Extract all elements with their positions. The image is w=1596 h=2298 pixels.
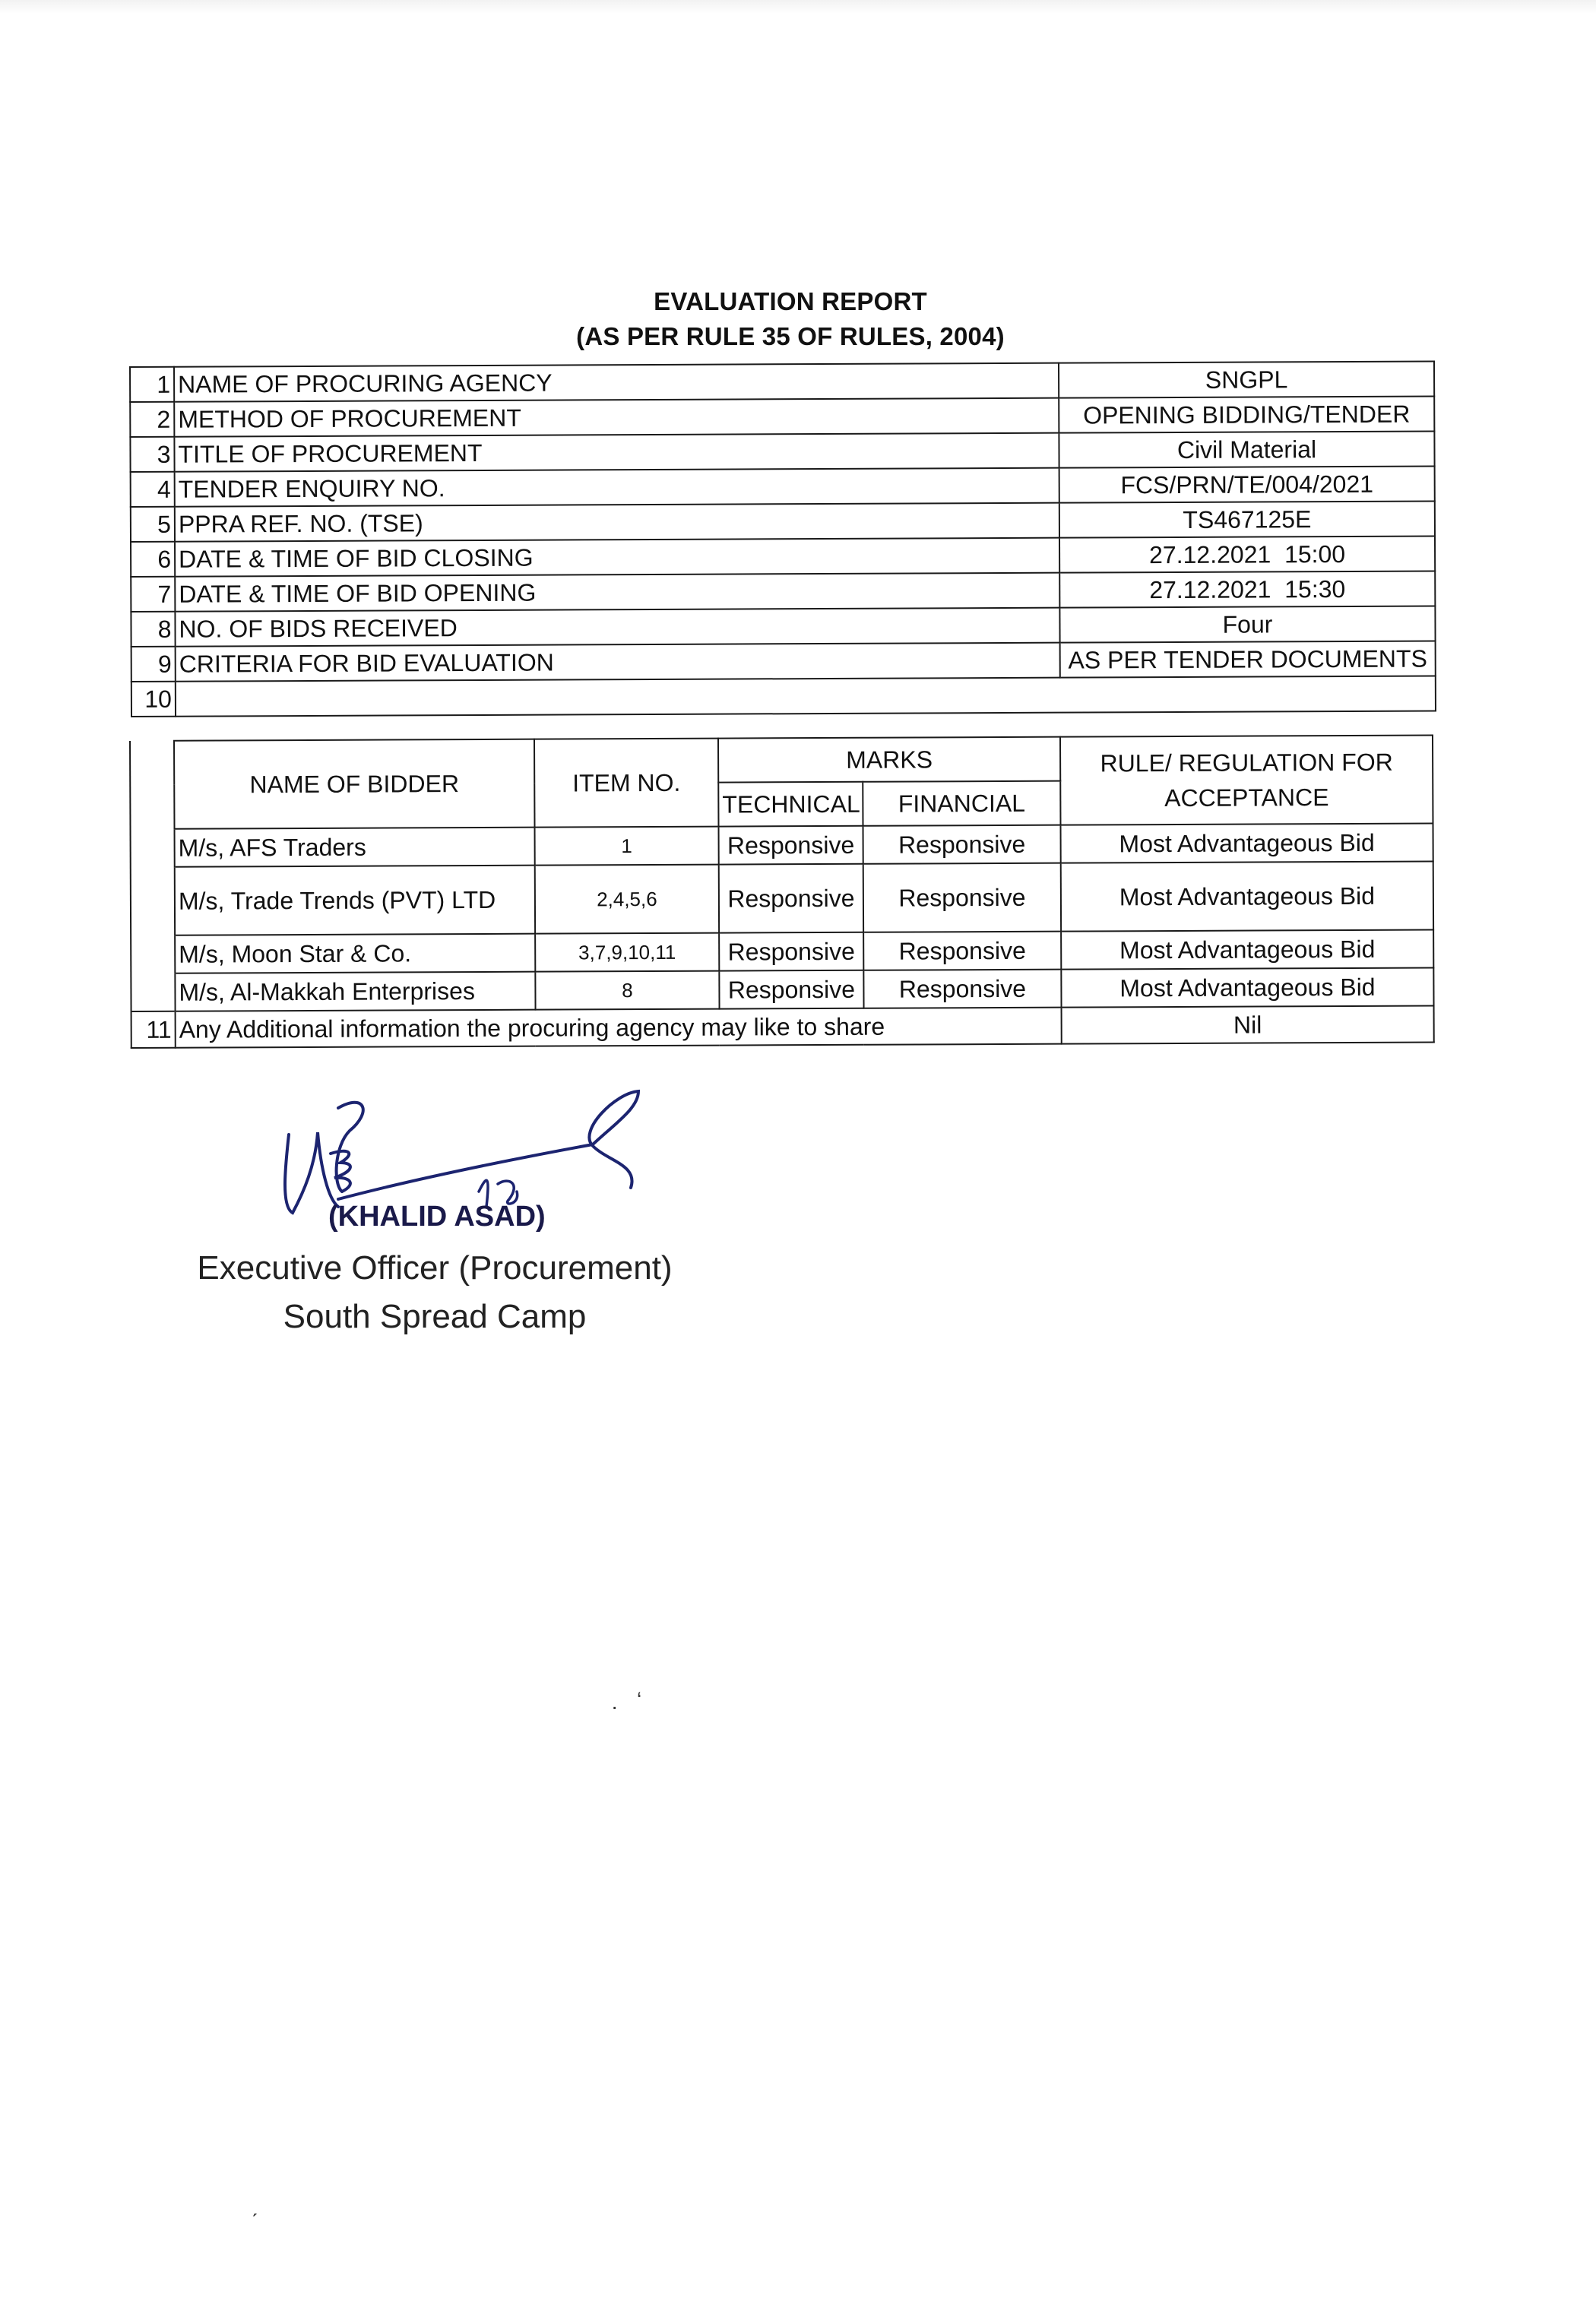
bidder-name: M/s, AFS Traders [175,828,535,867]
header-technical: TECHNICAL [718,782,863,827]
signatory-unit: South Spread Camp [283,1298,587,1335]
bidder-rule: Most Advantageous Bid [1061,930,1433,970]
row-label: TENDER ENQUIRY NO. [175,468,1059,507]
row-number: 7 [131,577,175,612]
row-label: NO. OF BIDS RECEIVED [175,608,1059,647]
scan-speck: ʻ [637,1689,642,1712]
bidder-financial: Responsive [863,970,1061,1008]
row-number: 9 [131,647,176,682]
header-bidder-name: NAME OF BIDDER [174,739,535,829]
row-label: METHOD OF PROCUREMENT [174,398,1059,437]
row-value: Four [1059,606,1435,643]
row-number: 1 [130,367,174,402]
header-financial: FINANCIAL [863,781,1060,826]
bidder-header-row [130,736,1433,785]
row-10-spacer [176,676,1436,717]
info-row [130,432,1434,472]
bidder-row [131,968,1433,1011]
row-number: 6 [131,542,175,577]
signature-stroke [589,1091,638,1188]
bidder-name: M/s, Trade Trends (PVT) LTD [175,866,535,935]
info-row [130,397,1434,437]
row-label: Any Additional information the procuring agency may like to share [176,1008,1062,1048]
scan-speck: · [611,1695,619,1718]
info-row [131,502,1435,542]
info-row [131,641,1436,682]
row-label: TITLE OF PROCUREMENT [174,433,1059,472]
row-value: Civil Material [1059,432,1434,468]
info-row [130,362,1434,402]
bidder-technical: Responsive [719,826,863,865]
row-10-number-cell [131,829,175,867]
bidder-row [131,824,1433,867]
header-rule-line2: ACCEPTANCE [1164,783,1329,812]
row-number: 4 [131,472,175,507]
row-number: 2 [130,402,174,437]
row-label: PPRA REF. NO. (TSE) [175,503,1059,542]
row-value: AS PER TENDER DOCUMENTS [1060,641,1436,678]
bidder-rule: Most Advantageous Bid [1061,824,1433,863]
row-label: NAME OF PROCURING AGENCY [174,363,1059,402]
row-value: 27.12.2021 15:00 [1059,537,1435,573]
bidder-row [131,862,1433,935]
evaluation-info-table [129,361,1436,717]
bidder-name: M/s, Moon Star & Co. [175,934,535,973]
info-row-11 [131,1006,1434,1048]
row-value: FCS/PRN/TE/004/2021 [1059,467,1435,503]
bidder-items: 1 [535,827,719,866]
signatory-name: (KHALID ASAD) [328,1201,546,1233]
info-row [131,467,1435,507]
report-subtitle: (AS PER RULE 35 OF RULES, 2004) [576,322,1005,350]
bidder-name: M/s, Al-Makkah Enterprises [175,972,535,1011]
signatory-designation: Executive Officer (Procurement) [197,1249,673,1287]
row-number: 3 [130,437,174,472]
bidder-items: 8 [535,971,719,1010]
bidder-rule: Most Advantageous Bid [1061,862,1433,932]
info-row-10 [131,676,1436,717]
report-title: EVALUATION REPORT [654,287,927,315]
bidder-items: 3,7,9,10,11 [535,933,719,972]
header-marks: MARKS [718,737,1060,783]
row-label: CRITERIA FOR BID EVALUATION [176,643,1060,682]
signature-stroke [331,1151,350,1192]
row-10-number-cell [131,867,175,935]
header-rule [1060,736,1433,825]
bidder-financial: Responsive [863,932,1061,970]
row-label: DATE & TIME OF BID OPENING [175,573,1059,612]
scan-speck: ˏ [251,2193,258,2217]
bidder-table [129,735,1435,1049]
row-10-number-cell [131,973,175,1011]
row-10-number-cell [130,741,175,829]
row-number: 8 [131,612,175,647]
row-10-number-cell [131,935,175,973]
row-number: 10 [131,682,176,717]
bidder-financial: Responsive [863,825,1061,864]
bidder-financial: Responsive [863,863,1061,932]
bidder-rule: Most Advantageous Bid [1061,968,1433,1008]
header-rule-line1: RULE/ REGULATION FOR [1100,748,1393,777]
row-number: 11 [131,1011,176,1048]
header-item-no: ITEM NO. [534,739,719,828]
row-value: OPENING BIDDING/TENDER [1059,397,1434,433]
bidder-technical: Responsive [719,932,863,971]
row-value: TS467125E [1059,502,1435,538]
bidder-items: 2,4,5,6 [535,865,719,934]
bidder-technical: Responsive [719,864,863,933]
row-value: 27.12.2021 15:30 [1059,571,1435,608]
signature-stroke [338,1144,593,1199]
row-value: SNGPL [1059,362,1434,398]
bidder-row [131,930,1433,973]
row-value: Nil [1062,1006,1434,1044]
row-number: 5 [131,507,175,542]
bidder-technical: Responsive [719,970,863,1009]
info-row [131,571,1435,612]
row-label: DATE & TIME OF BID CLOSING [175,538,1059,577]
info-row [131,606,1435,647]
info-row [131,537,1435,577]
